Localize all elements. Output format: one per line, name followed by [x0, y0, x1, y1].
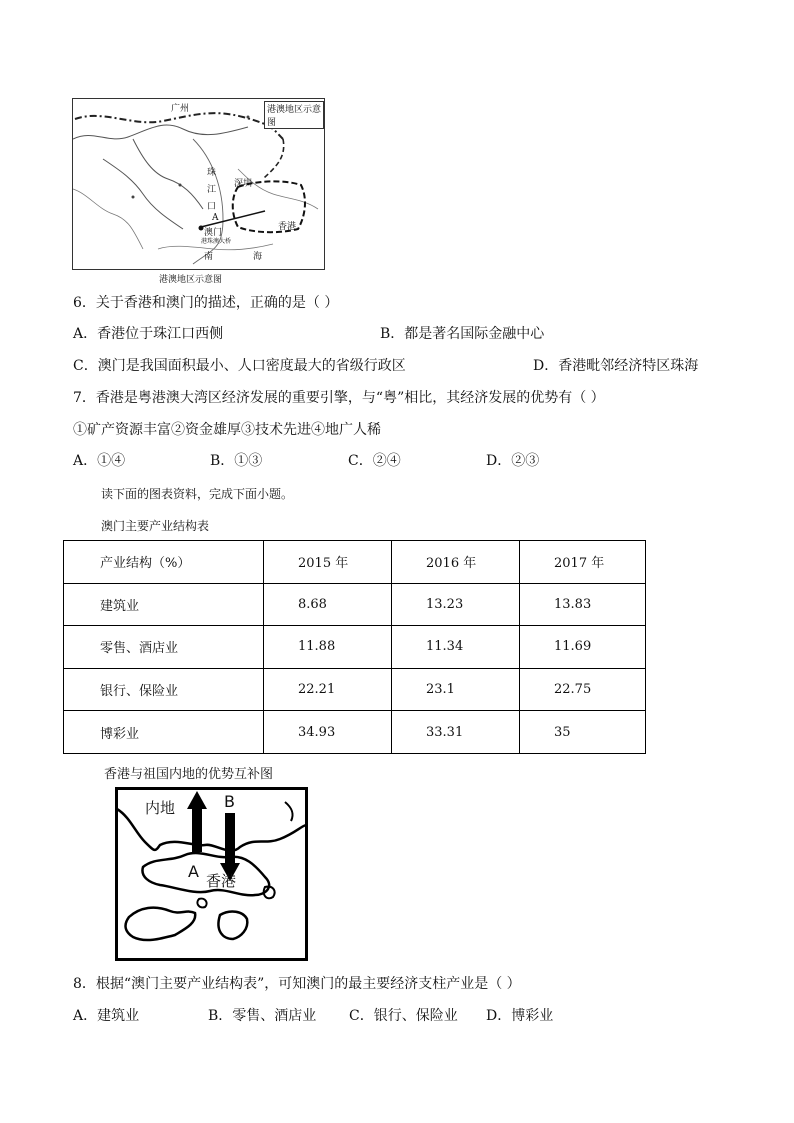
- table-row: [64, 583, 646, 626]
- q7-option-a: A．①④: [73, 453, 126, 469]
- table-cell: 33.31: [392, 711, 520, 754]
- table-cell: 8.68: [264, 583, 392, 626]
- header-cell: 2017 年: [520, 541, 646, 584]
- industry-structure-table: [63, 540, 646, 754]
- table-cell: 13.23: [392, 583, 520, 626]
- label-a: A: [212, 213, 219, 223]
- map2-title: 香港与祖国内地的优势互补图: [104, 767, 274, 782]
- label-a: A: [188, 862, 199, 881]
- q8-option-b: B．零售、酒店业: [208, 1008, 317, 1024]
- hk-macau-map: [72, 98, 325, 270]
- q7-option-b: B．①③: [210, 453, 263, 469]
- label-zhu: 珠: [207, 168, 217, 178]
- q8-option-d: D．博彩业: [486, 1008, 554, 1024]
- table-cell: 11.69: [520, 626, 646, 669]
- q7-option-c: C．②④: [348, 453, 401, 469]
- row-label: 建筑业: [64, 583, 264, 626]
- table-title: 澳门主要产业结构表: [101, 519, 210, 533]
- label-jiang: 江: [207, 185, 217, 195]
- q7-options-line: ①矿产资源丰富②资金雄厚③技术先进④地广人稀: [73, 422, 381, 438]
- label-hongkong: 香港: [278, 222, 297, 232]
- row-label: 银行、保险业: [64, 668, 264, 711]
- q6-option-c: C．澳门是我国面积最小、人口密度最大的省级行政区: [73, 358, 406, 374]
- map1-title-box: 港澳地区示意图: [264, 101, 324, 129]
- label-kou: 口: [207, 202, 217, 212]
- row-label: 博彩业: [64, 711, 264, 754]
- label-mainland: 内地: [145, 799, 176, 817]
- q6-option-a: A．香港位于珠江口西侧: [73, 326, 224, 342]
- q6-option-b: B．都是著名国际金融中心: [380, 326, 545, 342]
- header-cell: 产业结构（%）: [64, 541, 264, 584]
- label-b: B: [224, 792, 235, 811]
- label-bridge: 港珠澳大桥: [201, 238, 232, 245]
- q8-stem: 8．根据“澳门主要产业结构表”，可知澳门的最主要经济支柱产业是（ ）: [73, 976, 521, 992]
- label-hongkong: 香港: [206, 872, 237, 890]
- table-row: [64, 626, 646, 669]
- q8-option-c: C．银行、保险业: [349, 1008, 458, 1024]
- q6-stem: 6．关于香港和澳门的描述，正确的是（ ）: [73, 295, 339, 311]
- q7-stem: 7．香港是粤港澳大湾区经济发展的重要引擎，与“粤”相比，其经济发展的优势有（ ）: [73, 390, 605, 406]
- label-hai: 海: [253, 252, 263, 262]
- table-cell: 13.83: [520, 583, 646, 626]
- table-row: [64, 668, 646, 711]
- row-label: 零售、酒店业: [64, 626, 264, 669]
- table-row: [64, 711, 646, 754]
- label-shenzhen: 深圳: [234, 179, 253, 189]
- table-cell: 23.1: [392, 668, 520, 711]
- table-cell: 11.34: [392, 626, 520, 669]
- table-cell: 22.75: [520, 668, 646, 711]
- label-guangzhou: 广州: [171, 104, 190, 114]
- complement-map: [115, 787, 308, 961]
- table-header-row: [64, 541, 646, 584]
- table-cell: 22.21: [264, 668, 392, 711]
- header-cell: 2016 年: [392, 541, 520, 584]
- table-cell: 34.93: [264, 711, 392, 754]
- q7-option-d: D．②③: [486, 453, 540, 469]
- table-cell: 11.88: [264, 626, 392, 669]
- label-macau: 澳门: [204, 228, 223, 238]
- header-cell: 2015 年: [264, 541, 392, 584]
- table-cell: 35: [520, 711, 646, 754]
- q8-option-a: A．建筑业: [73, 1008, 140, 1024]
- q6-option-d: D．香港毗邻经济特区珠海: [533, 358, 699, 374]
- label-nan: 南: [204, 252, 214, 262]
- intro-text: 读下面的图表资料，完成下面小题。: [101, 487, 294, 501]
- map1-caption: 港澳地区示意图: [159, 275, 223, 285]
